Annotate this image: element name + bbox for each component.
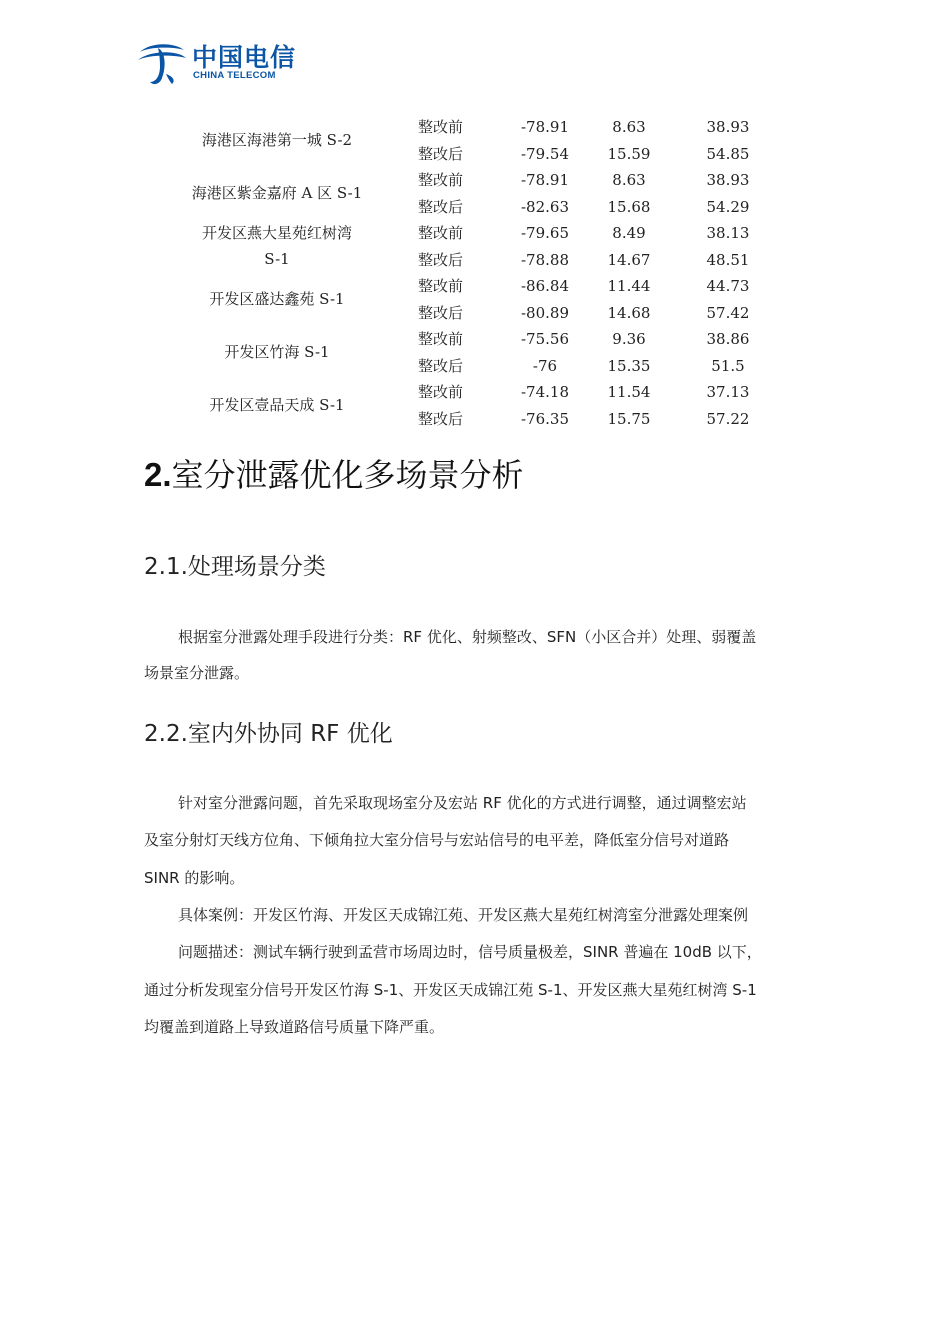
rsrp-cell: -78.91: [520, 171, 569, 189]
phase-cell: 整改后: [418, 250, 464, 269]
phase-cell: 整改后: [418, 409, 464, 428]
rate-cell: 57.22: [706, 409, 750, 428]
phase-cell: 整改前: [418, 171, 464, 189]
rsrp-cell: -80.89: [520, 303, 569, 322]
phase-cell: 整改前: [418, 277, 464, 295]
rate-cell: 38.13: [706, 224, 750, 242]
paragraph-line: 问题描述：测试车辆行驶到孟营市场周边时，信号质量极差，SINR 普遍在 10dB 以下，: [178, 943, 762, 961]
sinr-cell: 15.59: [607, 144, 651, 163]
sinr-cell: 15.35: [607, 356, 651, 375]
paragraph-line: 具体案例：开发区竹海、开发区天成锦江苑、开发区燕大星苑红树湾室分泄露处理案例: [178, 906, 749, 924]
paragraph-line: SINR 的影响。: [144, 869, 245, 887]
phase-cell: 整改前: [418, 383, 464, 401]
rate-cell: 48.51: [706, 250, 750, 269]
sinr-cell: 9.36: [612, 330, 646, 348]
section-2-2-heading: 2.2.室内外协同 RF 优化: [144, 721, 393, 747]
sinr-cell: 15.75: [607, 409, 651, 428]
phase-cell: 整改前: [418, 224, 464, 242]
phase-cell: 整改前: [418, 118, 464, 136]
rate-cell: 51.5: [711, 356, 745, 375]
paragraph-line: 通过分析发现室分信号开发区竹海 S-1、开发区天成锦江苑 S-1、开发区燕大星苑红树湾 S-1: [144, 981, 757, 999]
sinr-cell: 14.67: [607, 250, 651, 269]
rsrp-cell: -78.88: [520, 250, 569, 269]
paragraph-line: 及室分射灯天线方位角、下倾角拉大室分信号与宏站信号的电平差，降低室分信号对道路: [144, 831, 730, 849]
rsrp-cell: -78.91: [520, 118, 569, 136]
rate-cell: 54.85: [706, 144, 750, 163]
section-2-heading: [144, 450, 524, 496]
phase-cell: 整改后: [418, 197, 464, 216]
paragraph-line: 根据室分泄露处理手段进行分类：RF 优化、射频整改、SFN（小区合并）处理、弱覆盖: [178, 628, 757, 646]
paragraph-line: 针对室分泄露问题，首先采取现场室分及宏站 RF 优化的方式进行调整，通过调整宏站: [178, 794, 747, 812]
site-label: S-1: [264, 250, 290, 268]
rsrp-cell: -74.18: [520, 383, 569, 401]
rsrp-cell: -76: [532, 356, 558, 375]
sinr-cell: 14.68: [607, 303, 651, 322]
paragraph-line: 场景室分泄露。: [144, 664, 250, 682]
phase-cell: 整改前: [418, 330, 464, 348]
rsrp-cell: -79.54: [520, 144, 569, 163]
sinr-cell: 15.68: [607, 197, 651, 216]
site-label: 海港区紫金嘉府 A 区 S-1: [191, 184, 363, 202]
china-telecom-logo: [136, 34, 306, 88]
logo-english-text: CHINA TELECOM: [193, 70, 276, 81]
logo-chinese-text: 中国电信: [192, 43, 297, 72]
rate-cell: 57.42: [706, 303, 750, 322]
rsrp-cell: -86.84: [520, 277, 569, 295]
site-label: 开发区壹品天成 S-1: [209, 396, 345, 414]
phase-cell: 整改后: [418, 144, 464, 163]
paragraph-line: 均覆盖到道路上导致道路信号质量下降严重。: [144, 1018, 445, 1036]
rsrp-cell: -82.63: [520, 197, 569, 216]
sinr-cell: 8.49: [612, 224, 646, 242]
rsrp-cell: -75.56: [520, 330, 569, 348]
sinr-cell: 11.54: [607, 383, 651, 401]
rsrp-cell: -79.65: [520, 224, 569, 242]
rate-cell: 38.93: [706, 171, 750, 189]
phase-cell: 整改后: [418, 303, 464, 322]
section-2-1-heading: 2.1.处理场景分类: [144, 554, 326, 580]
site-label: 开发区盛达鑫苑 S-1: [209, 290, 345, 308]
rate-cell: 37.13: [706, 383, 750, 401]
site-label: 开发区竹海 S-1: [224, 343, 330, 361]
site-label: 海港区海港第一城 S-2: [201, 131, 353, 149]
rate-cell: 38.86: [706, 330, 750, 348]
rsrp-cell: -76.35: [520, 409, 569, 428]
section-2-number: 2.: [144, 456, 172, 493]
sinr-cell: 11.44: [607, 277, 651, 295]
phase-cell: 整改后: [418, 356, 464, 375]
china-telecom-logo-icon: [136, 38, 188, 88]
site-label: 开发区燕大星苑红树湾: [201, 224, 352, 242]
sinr-cell: 8.63: [612, 118, 646, 136]
rate-cell: 44.73: [706, 277, 750, 295]
sinr-cell: 8.63: [612, 171, 646, 189]
rate-cell: 38.93: [706, 118, 750, 136]
section-2-title: 室分泄露优化多场景分析: [171, 456, 524, 494]
rate-cell: 54.29: [706, 197, 750, 216]
